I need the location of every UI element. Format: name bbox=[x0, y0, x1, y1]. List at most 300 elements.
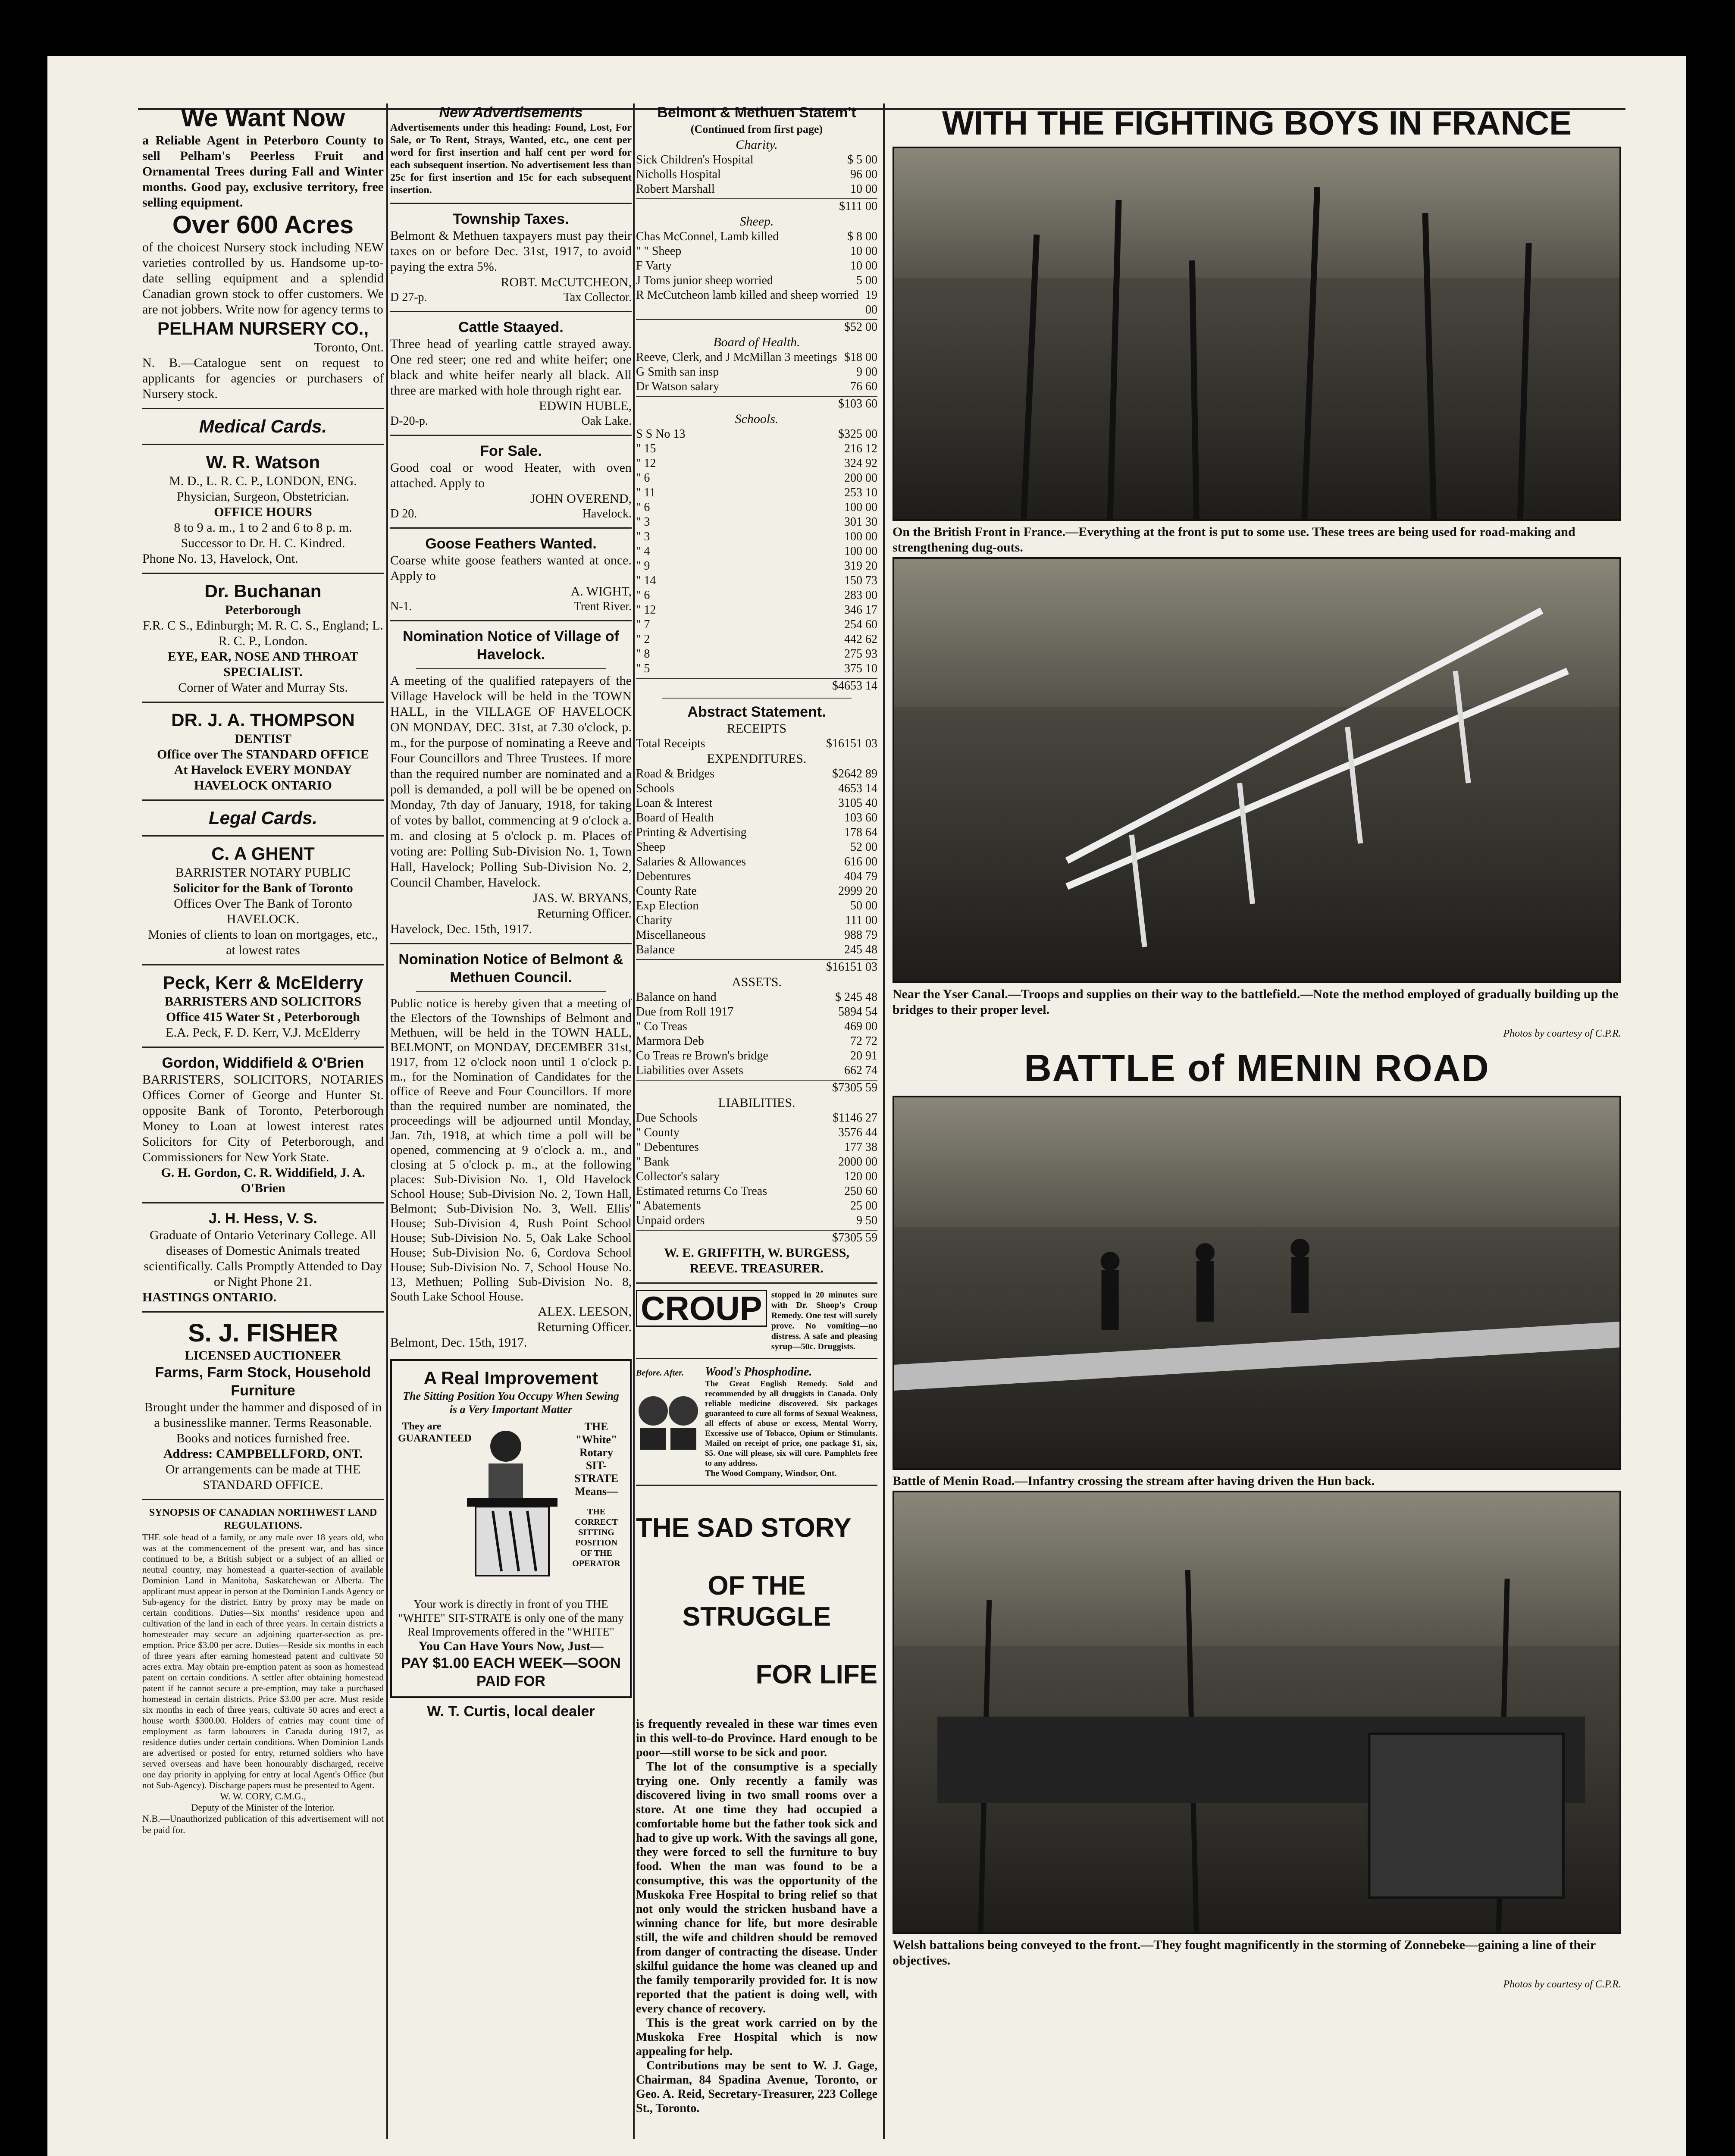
ledger-amount: $ 245 48 bbox=[835, 990, 877, 1004]
notice-date: Belmont, Dec. 15th, 1917. bbox=[390, 1335, 527, 1350]
ledger-row bbox=[636, 1199, 877, 1213]
ledger-row bbox=[636, 486, 877, 500]
ledger-row bbox=[636, 229, 877, 244]
ledger-row bbox=[636, 913, 877, 928]
photo-british-front bbox=[893, 147, 1621, 521]
ledger-amount: 2000 00 bbox=[838, 1155, 877, 1169]
ledger-label: " Co Treas bbox=[636, 1020, 687, 1033]
ad-note: N. B.—Catalogue sent on request to applicants for agencies or purchasers of Nursery stock. bbox=[142, 356, 384, 401]
ad-pay: PAY $1.00 EACH WEEK—SOON PAID FOR bbox=[401, 1655, 621, 1689]
ledger-row bbox=[636, 928, 877, 943]
ledger-label: Nicholls Hospital bbox=[636, 168, 721, 181]
ledger-label: " Debentures bbox=[636, 1141, 699, 1154]
card-line: Physician, Surgeon, Obstetrician. bbox=[176, 489, 350, 504]
ledger-label: " " Sheep bbox=[636, 244, 682, 258]
regulations-note: N.B.—Unauthorized publication of this advertisement will not be paid for. bbox=[142, 1813, 384, 1835]
notice-text: Belmont & Methuen taxpayers must pay their taxes on or before Dec. 31st, 1917, to avoid paying the extra 5%. bbox=[390, 229, 632, 274]
card-gordon bbox=[142, 1054, 384, 1196]
ledger-label: R McCutcheon lamb killed and sheep worried bbox=[636, 288, 859, 302]
divider bbox=[142, 1047, 384, 1048]
bridge-railing-illustration bbox=[894, 559, 1619, 981]
ledger-amount: 103 60 bbox=[844, 811, 877, 824]
ledger-row bbox=[636, 365, 877, 379]
ledger-label: Due from Roll 1917 bbox=[636, 1005, 734, 1018]
notice-date: Havelock, Dec. 15th, 1917. bbox=[390, 922, 532, 936]
sad-story bbox=[636, 1513, 877, 2115]
divider bbox=[142, 408, 384, 409]
card-name: C. A GHENT bbox=[211, 843, 315, 864]
divider bbox=[390, 620, 632, 621]
ad-brand: THE "White" Rotary SIT-STRATE Means— bbox=[574, 1420, 619, 1498]
total-value: $52 00 bbox=[844, 320, 877, 334]
ledger-label: " 2 bbox=[636, 633, 650, 646]
notice-place: Oak Lake. bbox=[581, 414, 632, 428]
photo-credit: Photos by courtesy of C.P.R. bbox=[1503, 1979, 1621, 1990]
card-text: Brought under the hammer and disposed of in a businesslike manner. Terms Reasonable. Books and notices furnished free. bbox=[144, 1400, 382, 1445]
table-heading: Schools. bbox=[735, 412, 779, 426]
ledger-amount: 100 00 bbox=[844, 530, 877, 543]
ledger-label: Total Receipts bbox=[636, 737, 705, 750]
ledger-label: Road & Bridges bbox=[636, 767, 714, 780]
expenditures-total bbox=[636, 959, 877, 975]
ledger-label: Estimated returns Co Treas bbox=[636, 1185, 767, 1198]
ledger-row bbox=[636, 442, 877, 456]
schools-total bbox=[636, 678, 877, 693]
expenditures-list bbox=[636, 767, 877, 957]
charity-list bbox=[636, 153, 877, 197]
ledger-label: Sheep bbox=[636, 840, 666, 854]
photo-caption: On the British Front in France.—Everything at the front is put to some use. These trees are being used for road-making and strengthening dug-outs. bbox=[893, 525, 1575, 555]
ledger-row bbox=[636, 1063, 877, 1078]
village-nomination bbox=[390, 627, 632, 937]
health-total bbox=[636, 396, 877, 411]
ledger-label: " 11 bbox=[636, 486, 656, 499]
ledger-label: " 8 bbox=[636, 647, 650, 661]
table-heading: ASSETS. bbox=[732, 975, 782, 989]
ledger-row bbox=[636, 288, 877, 317]
notice-text: Good coal or wood Heater, with oven attached. Apply to bbox=[390, 461, 632, 490]
notice-footer bbox=[390, 414, 632, 429]
table-heading: Charity. bbox=[736, 138, 778, 152]
ledger-amount: 72 72 bbox=[850, 1034, 877, 1048]
card-line: Farms, Farm Stock, Household Furniture bbox=[155, 1364, 371, 1399]
card-ghent bbox=[142, 843, 384, 958]
ad-side-text bbox=[570, 1420, 622, 1593]
ledger-label: " 6 bbox=[636, 589, 650, 602]
photo-credit: Photos by courtesy of C.P.R. bbox=[1503, 1028, 1621, 1039]
statement-titles: REEVE. TREASURER. bbox=[689, 1261, 824, 1275]
ledger-label: Unpaid orders bbox=[636, 1214, 705, 1227]
ledger-amount: 111 00 bbox=[845, 914, 877, 927]
ledger-amount: 3105 40 bbox=[838, 796, 877, 810]
ledger-amount: 96 00 bbox=[850, 168, 877, 181]
ledger-amount: 5894 54 bbox=[838, 1005, 877, 1018]
ledger-label: Sick Children's Hospital bbox=[636, 153, 754, 166]
card-line: G. H. Gordon, C. R. Widdifield, J. A. O'Brien bbox=[161, 1166, 365, 1195]
table-heading: Sheep. bbox=[739, 214, 774, 229]
column-2 bbox=[390, 103, 632, 1720]
card-line: E.A. Peck, F. D. Kerr, V.J. McElderry bbox=[166, 1025, 360, 1040]
ledger-amount: 76 60 bbox=[850, 380, 877, 393]
ledger-label: Miscellaneous bbox=[636, 928, 706, 942]
sad-paragraph: The lot of the consumptive is a specially trying one. Only recently a family was discovered living in two small rooms over a store. At one time they had occupied a comfortable home but the father took sick and had to give up work. With the savings all gone, they were forced to sell the furniture to buy food. When the man was found to be a consumptive, this was the opportunity of the Muskoka Free Hospital to bring relief so that not only would the stricken husband have a winning chance for life, but more desirable still, the wife and children should be removed from danger of contracting the disease. Under skilful guidance the home was cleaned up and the family temporarily provided for. It is now reported that the patient is doing well, with every chance of recovery. bbox=[636, 1760, 877, 2015]
ledger-label: Charity bbox=[636, 914, 672, 927]
ad-text: a Reliable Agent in Peterboro County to sell Pelham's Peerless Fruit and Ornamental Trees during Fall and Winter months. Good pay, exclusive territory, free selling equipment. bbox=[142, 133, 384, 210]
ledger-row bbox=[636, 796, 877, 811]
ledger-label: Board of Health bbox=[636, 811, 714, 824]
notice-sign: ALEX. LEESON, bbox=[538, 1304, 632, 1319]
ledger-row bbox=[636, 617, 877, 632]
card-line: Solicitor for the Bank of Toronto bbox=[173, 881, 353, 895]
ledger-row bbox=[636, 1213, 877, 1228]
ledger-label: County Rate bbox=[636, 884, 697, 898]
photo-yser-canal bbox=[893, 557, 1621, 983]
card-line: At Havelock EVERY MONDAY bbox=[174, 763, 352, 777]
ledger-row bbox=[636, 869, 877, 884]
column-3 bbox=[636, 103, 877, 2115]
ledger-amount: 253 10 bbox=[844, 486, 877, 499]
notice-title: Cattle Staayed. bbox=[458, 319, 564, 335]
ad-subtitle: The Sitting Position You Occupy When Sewing is a Very Important Matter bbox=[403, 1390, 619, 1416]
divider bbox=[142, 573, 384, 574]
card-name: DR. J. A. THOMPSON bbox=[171, 710, 355, 730]
notice-date: D-20-p. bbox=[390, 414, 428, 428]
ledger-amount: 178 64 bbox=[844, 826, 877, 839]
ledger-row bbox=[636, 1155, 877, 1169]
ledger-row bbox=[636, 1111, 877, 1125]
notice-text: Three head of yearling cattle strayed away. One red steer; one red and white heifer; one black and white heifer nearly all black. All three are marked with hole through right ear. bbox=[390, 337, 632, 398]
notice-text: Advertisements under this heading: Found, Lost, For Sale, or To Rent, Strays, Wanted, etc., one cent per word for first insertion and half cent per word for each subsequent insertion. No advertisement less than 25c for first insertion and 15c for each subsequent insertion. bbox=[390, 122, 632, 196]
divider bbox=[142, 964, 384, 965]
notice-date: D 27-p. bbox=[390, 291, 427, 304]
notice-sign: A. WIGHT, bbox=[570, 584, 632, 599]
ledger-label: J Toms junior sheep worried bbox=[636, 274, 773, 287]
ledger-amount: 10 00 bbox=[850, 244, 877, 258]
card-name: W. R. Watson bbox=[206, 452, 320, 472]
card-text: BARRISTERS, SOLICITORS, NOTARIES Offices Corner of George and Hunter St. opposite Bank of Toronto, Peterborough Money to Loan at lowest interest rates Solicitors for City of Peterborough, and Commissioners for New York State. bbox=[142, 1072, 384, 1164]
assets-list bbox=[636, 990, 877, 1078]
ledger-row bbox=[636, 588, 877, 603]
ledger-amount: $ 5 00 bbox=[847, 153, 877, 166]
total-value: $16151 03 bbox=[826, 960, 877, 974]
ledger-label: Marmora Deb bbox=[636, 1034, 704, 1048]
ledger-label: Debentures bbox=[636, 870, 691, 883]
ledger-row bbox=[636, 884, 877, 899]
ledger-amount: 375 10 bbox=[844, 662, 877, 675]
ledger-label: Collector's salary bbox=[636, 1170, 720, 1183]
ledger-label: Due Schools bbox=[636, 1111, 698, 1125]
ledger-amount: 469 00 bbox=[844, 1020, 877, 1033]
total-value: $7305 59 bbox=[832, 1231, 877, 1244]
notice-title: Goose Feathers Wanted. bbox=[425, 536, 597, 552]
ledger-amount: 19 00 bbox=[865, 288, 877, 317]
card-line: Offices Over The Bank of Toronto bbox=[174, 896, 352, 911]
column-rule bbox=[883, 103, 885, 2139]
ledger-label: Printing & Advertising bbox=[636, 826, 747, 839]
land-regulations bbox=[142, 1506, 384, 1836]
wood-faces bbox=[636, 1365, 701, 1479]
ledger-row bbox=[636, 1005, 877, 1019]
table-heading: Board of Health. bbox=[713, 335, 800, 349]
sale-notice bbox=[390, 442, 632, 521]
ledger-row bbox=[636, 1125, 877, 1140]
divider bbox=[636, 1358, 877, 1359]
schools-list bbox=[636, 427, 877, 676]
divider bbox=[390, 203, 632, 204]
ledger-amount: 100 00 bbox=[844, 501, 877, 514]
card-line: BARRISTERS AND SOLICITORS bbox=[164, 994, 362, 1009]
wood-text: The Great English Remedy. Sold and recommended by all druggists in Canada. Only reliable medicine discovered. Six packages guaranteed to cure all forms of Sexual Weakness, all effects of abuse or excess, Mental Worry, Excessive use of Tobacco, Opium or Stimulants. Mailed on receipt of price, one package $1, six, $5. One will please, six will cure. Pamphlets free to any address. bbox=[705, 1379, 877, 1468]
notice-role: Returning Officer. bbox=[537, 906, 632, 921]
ledger-amount: 52 00 bbox=[850, 840, 877, 854]
company-city: Toronto, Ont. bbox=[313, 340, 384, 354]
card-line: M. D., L. R. C. P., LONDON, ENG. bbox=[169, 474, 357, 488]
ledger-label: " 5 bbox=[636, 662, 650, 675]
ledger-amount: $2642 89 bbox=[832, 767, 877, 780]
card-line: LICENSED AUCTIONEER bbox=[185, 1348, 341, 1363]
ledger-row bbox=[636, 182, 877, 197]
card-line: Office over The STANDARD OFFICE bbox=[157, 747, 369, 761]
photo-welsh-battalions bbox=[893, 1491, 1621, 1934]
ledger-row bbox=[636, 647, 877, 661]
section-heading: New Advertisements bbox=[439, 104, 583, 121]
statement-continued: (Continued from first page) bbox=[690, 123, 823, 135]
ledger-amount: 5 00 bbox=[856, 274, 877, 287]
divider bbox=[142, 444, 384, 445]
ledger-amount: 50 00 bbox=[850, 899, 877, 912]
ledger-label: " 3 bbox=[636, 530, 650, 543]
ledger-row bbox=[636, 471, 877, 486]
ledger-label: Chas McConnel, Lamb killed bbox=[636, 230, 779, 243]
total-value: $103 60 bbox=[838, 397, 877, 411]
ledger-amount: $16151 03 bbox=[826, 737, 877, 750]
notice-text: A meeting of the qualified ratepayers of the Village Havelock will be held in the TOWN HALL, in the VILLAGE OF HAVELOCK ON MONDAY, DEC. 31st, at 7.30 o'clock, p. m., for the purpose of nominating a Reeve and Four Councillors and Three Trustees. If more than the required number are nominated and a poll is demanded, a poll will be be opened on Monday, 7th day of January, 1918, for taking of votes by ballot, commencing at 9 o'clock a. m. and closing at 5 o'clock p. m. Places of voting are: Polling Sub-Division No. 1, Town Hall, Havelock; Polling Sub-Division No. 2, Council Chamber, Havelock. bbox=[390, 674, 632, 890]
card-watson bbox=[142, 451, 384, 567]
ledger-amount: 346 17 bbox=[844, 603, 877, 617]
notice-footer bbox=[390, 507, 632, 521]
assets-total bbox=[636, 1080, 877, 1095]
ledger-label: " 3 bbox=[636, 515, 650, 529]
table-heading: LIABILITIES. bbox=[718, 1096, 795, 1110]
card-peck bbox=[142, 971, 384, 1040]
card-line: HAVELOCK ONTARIO bbox=[194, 778, 332, 793]
ledger-row bbox=[636, 530, 877, 544]
ad-text: Your work is directly in front of you THE "WHITE" SIT-STRATE is only one of the many Real Improvements offered in the "WHITE" bbox=[398, 1598, 624, 1638]
ledger-amount: 25 00 bbox=[850, 1199, 877, 1213]
liabilities-list bbox=[636, 1111, 877, 1228]
ledger-amount: $325 00 bbox=[838, 427, 877, 441]
ledger-label: G Smith san insp bbox=[636, 365, 719, 379]
card-fisher bbox=[142, 1319, 384, 1493]
croup-text: stopped in 20 minutes sure with Dr. Shoop's Croup Remedy. One test will surely prove. No vomiting—no distress. A safe and pleasing syrup—50c. Druggists. bbox=[771, 1290, 877, 1351]
wood-ad bbox=[636, 1365, 877, 1479]
ledger-row bbox=[636, 500, 877, 515]
ledger-row bbox=[636, 855, 877, 869]
ledger-row bbox=[636, 544, 877, 559]
sad-paragraph: Contributions may be sent to W. J. Gage, Chairman, 84 Spadina Avenue, Toronto, or Geo. A. Reid, Secretary-Treasurer, 223 College St., Toronto. bbox=[636, 2059, 877, 2115]
ledger-amount: $ 8 00 bbox=[847, 230, 877, 243]
receipts-list bbox=[636, 736, 877, 751]
notice-sign: EDWIN HUBLE, bbox=[539, 399, 632, 413]
ledger-amount: 245 48 bbox=[844, 943, 877, 956]
ledger-amount: 301 30 bbox=[844, 515, 877, 529]
card-buchanan bbox=[142, 580, 384, 696]
card-line: Successor to Dr. H. C. Kindred. bbox=[181, 536, 345, 550]
column-1 bbox=[142, 103, 384, 1840]
wood-before-after: Before. After. bbox=[636, 1368, 684, 1378]
divider bbox=[390, 527, 632, 529]
ledger-amount: 616 00 bbox=[844, 855, 877, 868]
card-line: BARRISTER NOTARY PUBLIC bbox=[175, 865, 351, 880]
notice-date: D 20. bbox=[390, 507, 417, 520]
ledger-label: Reeve, Clerk, and J McMillan 3 meetings bbox=[636, 351, 837, 364]
card-line: OFFICE HOURS bbox=[214, 505, 312, 519]
card-name: Gordon, Widdifield & O'Brien bbox=[162, 1055, 364, 1071]
ad-title: We Want Now bbox=[181, 104, 345, 132]
card-line: Office 415 Water St , Peterborough bbox=[166, 1010, 360, 1024]
ad-guarantee: They are GUARANTEED bbox=[398, 1421, 472, 1444]
divider bbox=[416, 668, 606, 669]
notice-place: Trent River. bbox=[573, 600, 632, 613]
ledger-row bbox=[636, 559, 877, 573]
divider bbox=[636, 1282, 877, 1284]
card-line: Phone No. 13, Havelock, Ont. bbox=[142, 552, 298, 566]
ad-illustration-row bbox=[398, 1420, 624, 1593]
table-heading: EXPENDITURES. bbox=[707, 752, 807, 766]
regulations-sign: W. W. CORY, C.M.G., bbox=[220, 1791, 306, 1802]
column-rule bbox=[633, 103, 635, 2139]
bare-trees-illustration bbox=[894, 148, 1619, 519]
card-text: Graduate of Ontario Veterinary College. All diseases of Domestic Animals treated scientifically. Calls Promptly Attended to Day or Night Phone 21. bbox=[144, 1228, 382, 1289]
notice-role: Tax Collector. bbox=[563, 291, 632, 304]
ledger-row bbox=[636, 1034, 877, 1049]
cattle-notice bbox=[390, 318, 632, 429]
section-heading: Medical Cards. bbox=[199, 416, 327, 436]
ledger-amount: 442 62 bbox=[844, 633, 877, 646]
card-name: S. J. FISHER bbox=[188, 1319, 338, 1347]
ledger-amount: 200 00 bbox=[844, 471, 877, 485]
ledger-label: S S No 13 bbox=[636, 427, 686, 441]
ledger-label: " Abatements bbox=[636, 1199, 701, 1213]
ledger-label: " 9 bbox=[636, 559, 650, 573]
abstract-title: Abstract Statement. bbox=[687, 704, 826, 720]
ledger-amount: 10 00 bbox=[850, 259, 877, 273]
ledger-amount: 319 20 bbox=[844, 559, 877, 573]
ledger-amount: 3576 44 bbox=[838, 1126, 877, 1139]
notice-title: Nomination Notice of Village of Havelock. bbox=[403, 628, 619, 663]
ledger-row bbox=[636, 811, 877, 825]
ledger-amount: $1146 27 bbox=[833, 1111, 877, 1125]
ledger-amount: 662 74 bbox=[844, 1064, 877, 1077]
ledger-amount: 9 00 bbox=[856, 365, 877, 379]
card-line: Peterborough bbox=[225, 603, 301, 617]
infantry-crossing-illustration bbox=[894, 1097, 1619, 1468]
ledger-row bbox=[636, 515, 877, 530]
photo-caption: Near the Yser Canal.—Troops and supplies on their way to the battlefield.—Note the method employed of gradually building up the bridges to their proper level. bbox=[893, 987, 1619, 1017]
ledger-label: " 14 bbox=[636, 574, 656, 587]
ledger-row bbox=[636, 943, 877, 957]
ledger-amount: 988 79 bbox=[844, 928, 877, 942]
card-line: HAVELOCK. bbox=[226, 912, 300, 926]
regulations-sign: Deputy of the Minister of the Interior. bbox=[191, 1802, 335, 1813]
card-line: EYE, EAR, NOSE AND THROAT SPECIALIST. bbox=[167, 649, 359, 679]
ledger-label: Salaries & Allowances bbox=[636, 855, 746, 868]
charity-total bbox=[636, 198, 877, 214]
ledger-row bbox=[636, 1184, 877, 1199]
ledger-amount: 20 91 bbox=[850, 1049, 877, 1062]
divider bbox=[636, 1485, 877, 1486]
notice-text: Public notice is hereby given that a meeting of the Electors of the Townships of Belmont and Methuen, will be held in the TOWN HALL, BELMONT, on MONDAY, DECEMBER 31st, 1917, from 12 o'clock noon until 1 o'clock p. m., for the Nomination of Candidates for the office of Reeve and Four Councillors. If more than the required number are nominated, the proceedings will be adjourned until Monday, Jan. 7th, 1918, at which time a poll will be opened, commencing at 9 o'clock a. m., and closing at 5 o'clock p. m., at the following places: Sub-Division No. 1, Old Havelock School House; Sub-Division No. 2, Town Hall, Belmont; Sub-Division No. 3, Well. Ellis' House; Sub-Division 4, Rush Point School House; Sub-Division No. 5, Oak Lake School House; Sub-Division No. 6, Cordova School House; Sub-Division No. 7, School House No. 13, Methuen; Polling Sub-Division No. 8, South Lake School House. bbox=[390, 997, 632, 1304]
divider bbox=[142, 1202, 384, 1203]
ledger-row bbox=[636, 767, 877, 781]
card-line: 8 to 9 a. m., 1 to 2 and 6 to 8 p. m. bbox=[174, 520, 352, 535]
notice-sign: JOHN OVEREND, bbox=[530, 492, 632, 506]
sad-title-line: OF THE STRUGGLE bbox=[682, 1571, 831, 1632]
photo-caption: Welsh battalions being conveyed to the front.—They fought magnificently in the storming of Zonnebeke—gaining a line of their objectives. bbox=[893, 1938, 1596, 1968]
ledger-row bbox=[636, 379, 877, 394]
wood-company: The Wood Company, Windsor, Ont. bbox=[705, 1469, 837, 1478]
ledger-row bbox=[636, 990, 877, 1005]
notice-title: Township Taxes. bbox=[453, 211, 569, 227]
ledger-label: Robert Marshall bbox=[636, 182, 715, 196]
new-ads-notice bbox=[390, 103, 632, 197]
divider bbox=[142, 1311, 384, 1313]
divider bbox=[390, 943, 632, 944]
ledger-row bbox=[636, 781, 877, 796]
ledger-row bbox=[636, 153, 877, 167]
ledger-row bbox=[636, 259, 877, 273]
photo-menin-road bbox=[893, 1096, 1621, 1470]
card-line: F.R. C S., Edinburgh; M. R. C. S., England; L. R. C. P., London. bbox=[143, 618, 383, 648]
divider bbox=[142, 1499, 384, 1500]
ledger-amount: 275 93 bbox=[844, 647, 877, 661]
sad-title-line: FOR LIFE bbox=[755, 1660, 877, 1689]
sheep-list bbox=[636, 229, 877, 317]
ledger-row bbox=[636, 273, 877, 288]
card-name: J. H. Hess, V. S. bbox=[209, 1210, 317, 1227]
ledger-amount: $18 00 bbox=[844, 351, 877, 364]
card-hess bbox=[142, 1210, 384, 1305]
belmont-nomination bbox=[390, 950, 632, 1351]
sad-paragraph: This is the great work carried on by the Muskoka Free Hospital which is now appealing for help. bbox=[636, 2016, 877, 2058]
ledger-row bbox=[636, 603, 877, 617]
divider bbox=[142, 835, 384, 837]
ledger-row bbox=[636, 427, 877, 442]
ledger-label: " 7 bbox=[636, 618, 650, 631]
card-line: Corner of Water and Murray Sts. bbox=[178, 680, 348, 695]
ledger-label: " Bank bbox=[636, 1155, 670, 1169]
ledger-amount: 216 12 bbox=[844, 442, 877, 455]
ledger-row bbox=[636, 167, 877, 182]
feature-title: WITH THE FIGHTING BOYS IN FRANCE bbox=[942, 104, 1572, 142]
divider bbox=[142, 702, 384, 703]
ledger-amount: 404 79 bbox=[844, 870, 877, 883]
ledger-row bbox=[636, 632, 877, 647]
wood-text-block bbox=[705, 1365, 877, 1479]
sewing-machine-ad bbox=[390, 1359, 632, 1698]
ledger-amount: 10 00 bbox=[850, 182, 877, 196]
company-name: PELHAM NURSERY CO., bbox=[157, 318, 369, 338]
card-line: HASTINGS ONTARIO. bbox=[142, 1290, 277, 1304]
ledger-label: Balance bbox=[636, 943, 675, 956]
notice-text: Coarse white goose feathers wanted at once. Apply to bbox=[390, 553, 632, 583]
battalion-illustration bbox=[894, 1492, 1619, 1932]
ledger-row bbox=[636, 350, 877, 365]
regulations-text: THE sole head of a family, or any male over 18 years old, who was at the commencement of the present war, and has since continued to be, a British subject or a subject of an allied or neutral country, may homestead a quarter-section of available Dominion Land in Manitoba, Saskatchewan or Alberta. The applicant must appear in person at the Dominion Lands Agency or Sub-agency for the district. Entry by proxy may be made on certain conditions. Duties—Six months' residence upon and cultivation of the land in each of three years. In certain districts a homesteader may secure an adjoining quarter-section as pre-emption. Price $3.00 per acre. Duties—Reside six months in each of three years after earning homestead patent and cultivate 50 acres extra. May obtain pre-emption patent as soon as homestead patent on certain conditions. A settler after obtaining homestead patent if he cannot secure a pre-emption, may take a purchased homestead in certain districts. Price $3.00 per acre. Must reside six months in each of three years, cultivate 50 acres and erect a house worth $300.00. Holders of entries may count time of employment as farm labourers in Canada during 1917, as residence duties under certain conditions. When Dominion Lands are advertised or posted for entry, returned soldiers who have served overseas and have been honourably discharged, receive one day priority in applying for entry at local Agent's Office (but not Sub-Agency). Discharge papers must be presented to Agent. bbox=[142, 1532, 384, 1790]
health-list bbox=[636, 350, 877, 394]
ledger-row bbox=[636, 736, 877, 751]
section-heading: Legal Cards. bbox=[208, 808, 318, 828]
